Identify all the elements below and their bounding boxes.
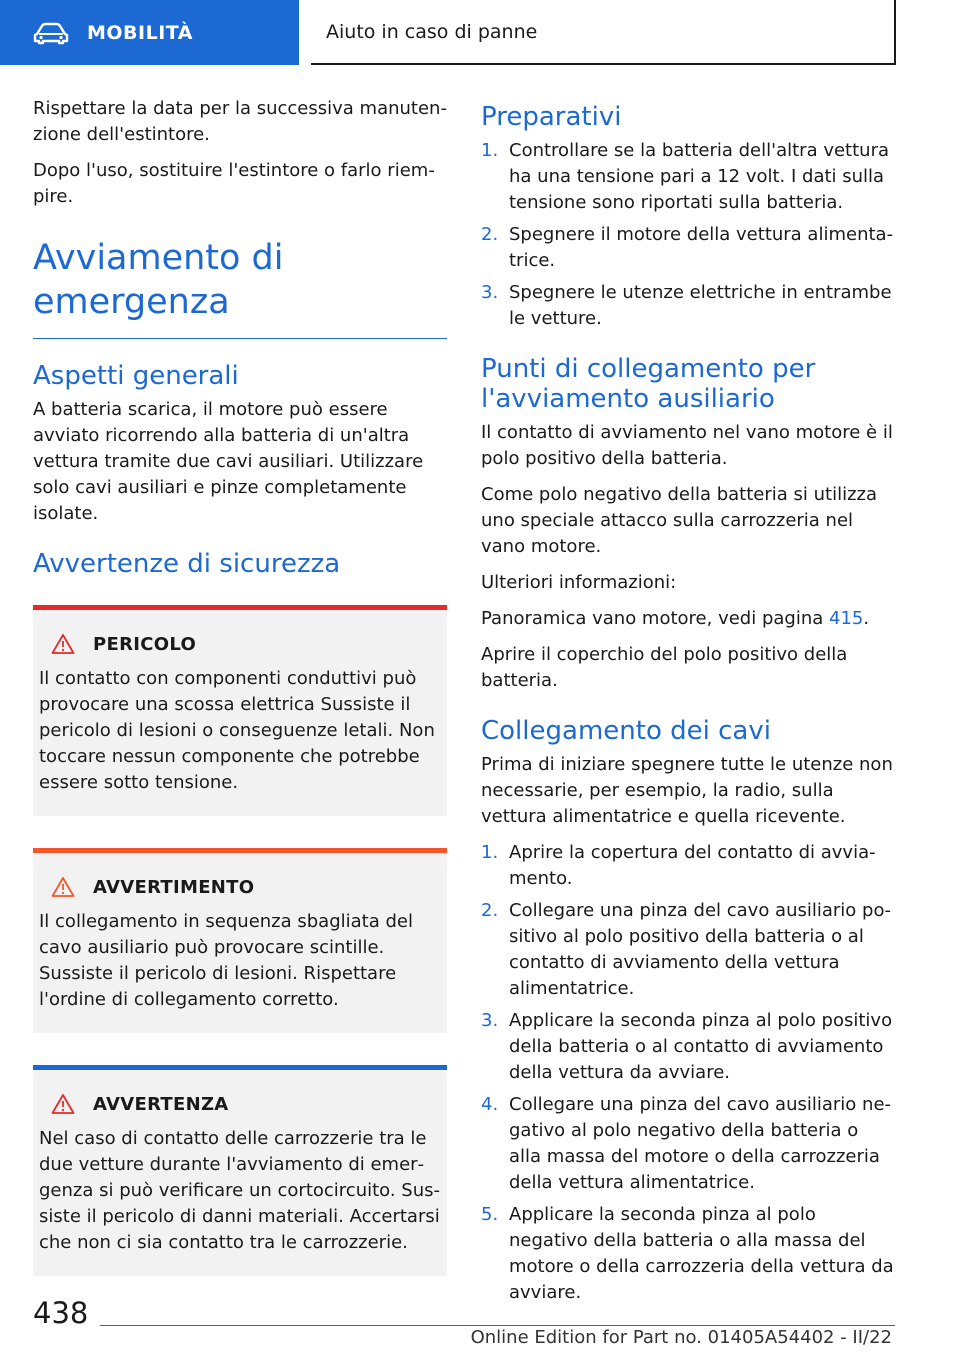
- general-text: A batteria scarica, il motore può essere avviato ricorrendo alla batteria di un'altra vettura tramite due cavi ausiliari. Utilizzare solo cavi ausiliari e pinze completamente isolate.: [33, 399, 424, 524]
- chapter-title: Aiuto in caso di panne: [326, 20, 538, 43]
- intro-paragraph: Dopo l'uso, sostituire l'estintore o farlo riempire.: [33, 160, 435, 207]
- edition-info: Online Edition for Part no. 01405A54402 - II/22: [470, 1327, 892, 1348]
- notice-label: AVVERTIMENTO: [93, 876, 255, 898]
- warning-notice: [33, 848, 447, 1033]
- list-item: 2. Collegare una pinza del cavo ausiliario positivo al polo positivo della batteria o al contatto di avviamento della vettura alimentatrice.: [481, 900, 891, 999]
- prep-heading: Preparativi: [481, 102, 622, 132]
- points-text: Aprire il coperchio del polo positivo della batteria.: [481, 644, 848, 691]
- connect-intro: Prima di iniziare spegnere tutte le utenze non necessarie, per esempio, la radio, sulla vettura alimentatrice e quella ricevente.: [481, 754, 893, 827]
- warning-triangle-icon: [51, 876, 75, 898]
- car-icon: [33, 21, 69, 45]
- notice-label: PERICOLO: [93, 633, 197, 655]
- notice-text: Il contatto con componenti conduttivi può provocare una scossa elettrica Sussiste il pericolo di lesioni o conseguenze letali. Non toccare nessun componente che potrebbe essere sotto tensione.: [39, 668, 435, 793]
- list-item: 2. Spegnere il motore della vettura alimentatrice.: [481, 224, 894, 271]
- list-item: 1. Controllare se la batteria dell'altra vettura ha una tensione pari a 12 volt. I dati sulla tensione sono riportati sulla batteria.: [481, 140, 889, 213]
- list-item: 4. Collegare una pinza del cavo ausiliario negativo al polo negativo della batteria o alla massa del motore o della carrozzeria della vettura alimentatrice.: [481, 1094, 892, 1193]
- general-heading: Aspetti generali: [33, 361, 239, 391]
- footer-divider: [100, 1325, 895, 1326]
- intro-paragraph: Rispettare la data per la successiva manutenzione dell'estintore.: [33, 98, 447, 145]
- points-text: Come polo negativo della batteria si utilizza uno speciale attacco sulla carrozzeria nel vano motore.: [481, 484, 878, 557]
- warning-triangle-icon: [51, 633, 75, 655]
- page-link[interactable]: 415: [829, 608, 864, 629]
- prep-steps: [481, 138, 895, 332]
- connect-steps: [481, 840, 895, 1306]
- notice-text: Nel caso di contatto delle carrozzerie tra le due vetture durante l'avviamento di emergenza si può verificare un cortocircuito. Sussiste il pericolo di danni materiali. Accertarsi che non ci sia contatto tra le carrozzerie.: [39, 1128, 441, 1253]
- caution-notice: [33, 1065, 447, 1276]
- list-item: 1. Aprire la copertura del contatto di avviamento.: [481, 842, 876, 889]
- points-heading: Punti di collegamento per l'avviamento ausiliario: [481, 354, 816, 414]
- left-column: [33, 96, 447, 1308]
- notice-text: Il collegamento in sequenza sbagliata del cavo ausiliario può provocare scintille. Sussiste il pericolo di lesioni. Rispettare l'ordine di collegamento corretto.: [39, 911, 413, 1010]
- points-text: Ulteriori informazioni:: [481, 572, 677, 593]
- list-item: 3. Spegnere le utenze elettriche in entrambe le vetture.: [481, 282, 892, 329]
- section-tab: [0, 0, 299, 65]
- chapter-header: [311, 0, 896, 65]
- points-text: Il contatto di avviamento nel vano motore è il polo positivo della batteria.: [481, 422, 893, 469]
- list-item: 5. Applicare la seconda pinza al polo negativo della batteria o alla massa del motore o della carrozzeria della vettura da avviare.: [481, 1204, 894, 1303]
- section-label: MOBILITÀ: [87, 21, 193, 44]
- right-column: [481, 96, 895, 1320]
- danger-notice: [33, 605, 447, 816]
- warning-triangle-icon: [51, 1093, 75, 1115]
- safety-heading: Avvertenze di sicurezza: [33, 549, 341, 579]
- page-number: 438: [33, 1296, 89, 1330]
- notice-label: AVVERTENZA: [93, 1093, 229, 1115]
- page-title: Avviamento di emergenza: [33, 236, 447, 339]
- connect-heading: Collegamento dei cavi: [481, 716, 771, 746]
- list-item: 3. Applicare la seconda pinza al polo positivo della batteria o al contatto di avviamento della vettura da avviare.: [481, 1010, 893, 1083]
- points-reference: Panoramica vano motore, vedi pagina 415.: [481, 608, 870, 629]
